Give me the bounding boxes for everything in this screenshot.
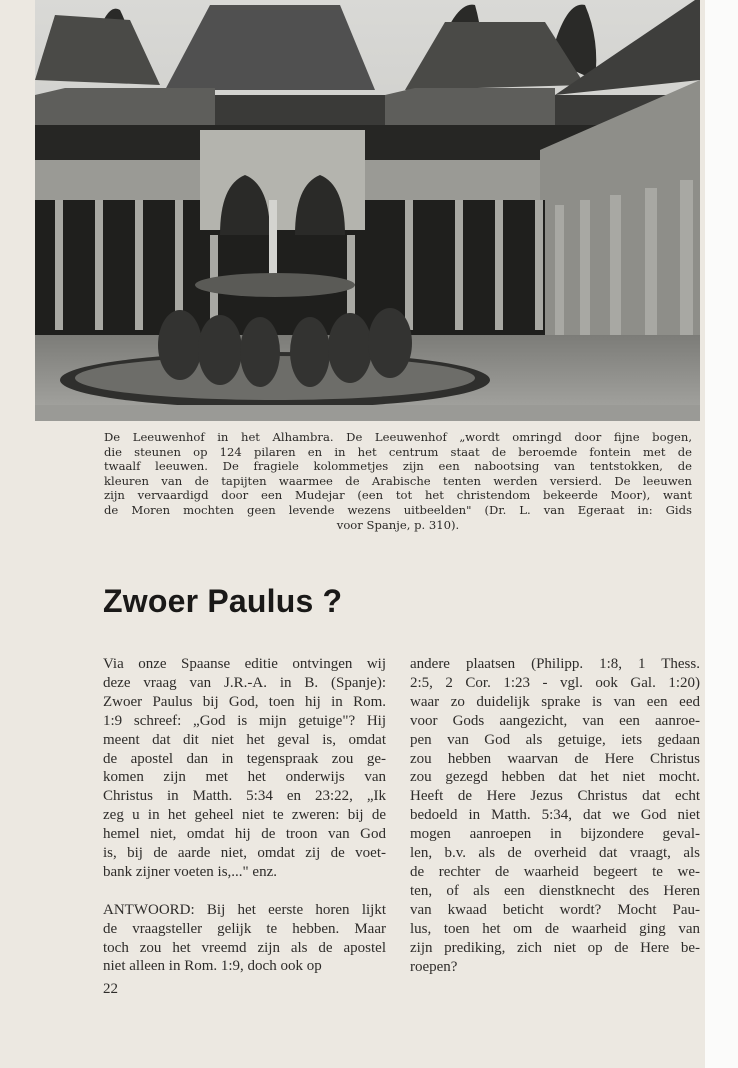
paragraph <box>410 655 700 976</box>
photo-caption <box>104 430 692 532</box>
text-line: zou hebben waarvan de Here Christus <box>410 750 700 767</box>
caption-line: twaalf leeuwen. De fragiele kolommetjes zijn een nabootsing van tentstokken, de <box>104 459 692 474</box>
text-line: ten, of als een dienstknecht des Heren <box>410 882 700 899</box>
paragraph <box>103 901 386 977</box>
text-line: niet alleen in Rom. 1:9, doch ook op <box>103 958 322 975</box>
courtyard-illustration <box>35 0 700 421</box>
text-line: hemel niet, omdat hij de troon van God <box>103 826 386 843</box>
caption-line: kleuren van de tapijten waarmee de Arabische tenten werden versierd. De leeuwen <box>104 473 692 488</box>
paragraph <box>103 655 386 882</box>
text-line: pen van God als getuige, iets gedaan <box>410 731 700 748</box>
article-title: Zwoer Paulus ? <box>103 583 343 619</box>
text-line: lus, toen het om de waarheid ging van <box>410 920 700 937</box>
text-line: 1:9 schreef: „God is mijn getuige"? Hij <box>103 712 386 729</box>
text-line: toch zou het vreemd zijn als de apostel <box>103 939 386 956</box>
caption-line: die steunen op 124 pilaren en in het centrum staat de beroemde fontein met de <box>104 444 692 459</box>
alhambra-court-of-lions-photo <box>35 0 700 421</box>
text-line: de rechter de waarheid begeert te we- <box>410 863 700 880</box>
text-line: 2:5, 2 Cor. 1:23 - vgl. ook Gal. 1:20) <box>410 674 700 691</box>
page-number: 22 <box>103 981 118 997</box>
text-line: zou gezegd hebben dat het niet mocht. <box>410 769 700 786</box>
text-line: andere plaatsen (Philipp. 1:8, 1 Thess. <box>410 656 700 672</box>
text-line: Zwoer Paulus bij God, toen hij in Rom. <box>103 693 386 710</box>
text-line: is, bij de aarde niet, omdat zij de voet- <box>103 845 386 862</box>
caption-line: zijn vervaardigd door een Mudejar (een tot het christendom bekeerde Moor), want <box>104 488 692 503</box>
text-line: zijn prediking, zich niet op de Here be- <box>410 939 700 956</box>
text-line: de vraagsteller gelijk te hebben. Maar <box>103 920 386 937</box>
text-line: roepen? <box>410 958 458 975</box>
text-line: bedoeld in Matth. 5:34, dat we God niet <box>410 807 700 824</box>
text-line: len, b.v. als de overheid dat vraagt, als <box>410 845 700 862</box>
text-line: voor Gods aangezicht, van een aanroe- <box>410 712 700 729</box>
article-right-column <box>410 655 700 995</box>
text-line: ANTWOORD: Bij het eerste horen lijkt <box>103 901 386 918</box>
caption-line: voor Spanje, p. 310). <box>336 517 460 532</box>
text-line: meent dat dit niet het geval is, omdat <box>103 731 386 748</box>
text-line: deze vraag van J.R.-A. in B. (Spanje): <box>103 674 386 691</box>
text-line: Via onze Spaanse editie ontvingen wij <box>103 656 386 672</box>
text-line: zeg u in het geheel niet te zweren: bij de <box>103 807 386 824</box>
text-line: mogen aanroepen in bijzondere geval- <box>410 826 700 843</box>
text-line: de apostel dan in tegenspraak zou ge- <box>103 750 386 767</box>
caption-line: De Leeuwenhof in het Alhambra. De Leeuwenhof „wordt omringd door fijne bogen, <box>104 430 692 444</box>
text-line: Christus in Matth. 5:34 en 23:22, „Ik <box>103 788 386 805</box>
text-line: Heeft de Here Jezus Christus dat echt <box>410 788 700 805</box>
text-line: bank zijner voeten is,..." enz. <box>103 863 277 880</box>
text-line: waar zo duidelijk sprake is van een eed <box>410 693 700 710</box>
caption-line: de Moren mochten geen levende wezens uitbeelden" (Dr. L. van Egeraat in: Gids <box>104 502 692 517</box>
text-line: komen zijn met het onderwijs van <box>103 769 386 786</box>
text-line: van kwaad beticht wordt? Mocht Pau- <box>410 901 700 918</box>
article-left-column <box>103 655 386 995</box>
